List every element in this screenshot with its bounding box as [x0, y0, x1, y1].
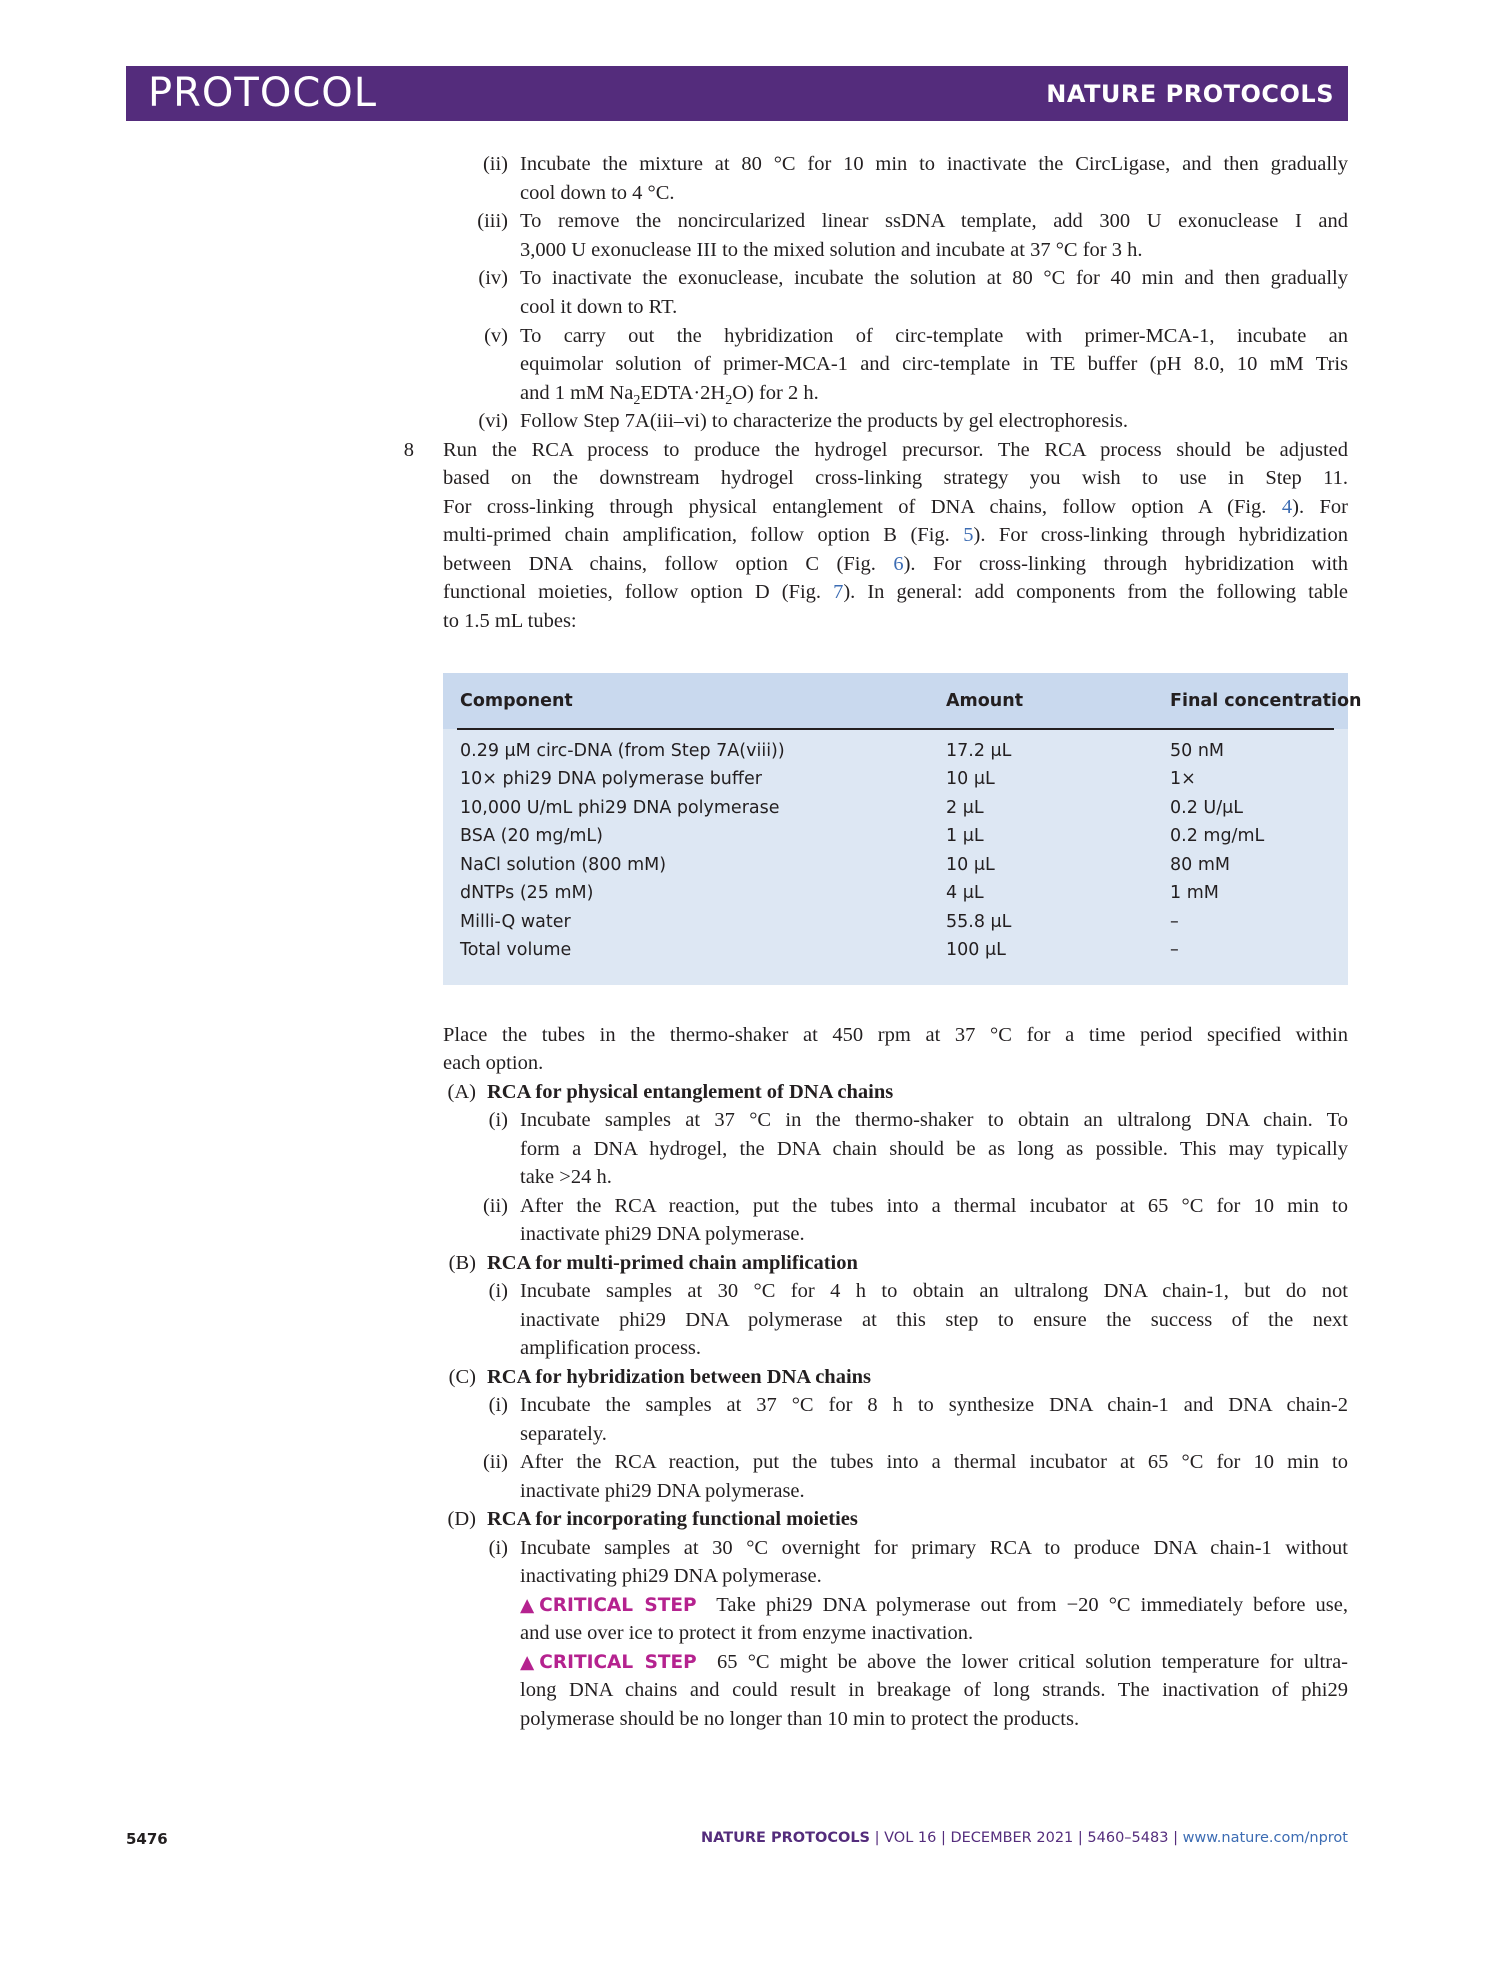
- option-label: (C): [448, 1366, 476, 1388]
- table-cell: 1 μL: [946, 826, 984, 846]
- step7-item-text: To remove the noncircularized linear ssDNA template, add 300 U exonuclease I and: [520, 210, 1348, 232]
- step7-item-text: cool down to 4 °C.: [520, 182, 675, 204]
- table-header-cell: Final concentration: [1170, 691, 1362, 711]
- step7-item-text: equimolar solution of primer-MCA-1 and circ-template in TE buffer (pH 8.0, 10 mM Tris: [520, 353, 1348, 375]
- figure-link[interactable]: 4: [1281, 496, 1293, 518]
- table-cell: 80 mM: [1170, 855, 1230, 875]
- footer-separator: |: [1173, 1830, 1178, 1846]
- step7-item-text: Incubate the mixture at 80 °C for 10 min to inactivate the CircLigase, and then gradually: [520, 153, 1348, 175]
- sub-step-text: After the RCA reaction, put the tubes into a thermal incubator at 65 °C for 10 min to: [520, 1451, 1348, 1473]
- critical-step: ▲CRITICAL STEP Take phi29 DNA polymerase out from −20 °C immediately before use,: [520, 1594, 1348, 1616]
- sub-step-text: Incubate samples at 30 °C for 4 h to obtain an ultralong DNA chain-1, but do not: [520, 1280, 1348, 1302]
- table-cell: BSA (20 mg/mL): [460, 826, 603, 846]
- table-cell: 2 μL: [946, 798, 984, 818]
- components-table: [443, 673, 1362, 985]
- step8-text: multi-primed chain amplification, follow option B (Fig. 5). For cross-linking through hybridization: [443, 524, 1348, 546]
- header-bar: [126, 66, 1348, 121]
- table-cell: 1 mM: [1170, 883, 1219, 903]
- table-cell: 50 nM: [1170, 741, 1225, 761]
- step7-item-number: (v): [484, 325, 508, 347]
- sub-step-text: inactivate phi29 DNA polymerase at this step to ensure the success of the next: [520, 1309, 1348, 1331]
- sub-step-text: form a DNA hydrogel, the DNA chain should be as long as possible. This may typically: [520, 1138, 1348, 1160]
- critical-step-label: ▲CRITICAL STEP: [520, 1595, 697, 1616]
- sub-step-text: Incubate the samples at 37 °C for 8 h to synthesize DNA chain-1 and DNA chain-2: [520, 1394, 1348, 1416]
- step7-item-text-chem: and 1 mM $Na_2EDTA\cdot 2H_2O$) for 2 h.: [520, 382, 819, 409]
- step8-text: functional moieties, follow option D (Fig. 7). In general: add components from the following table: [443, 581, 1348, 603]
- sub-step-text: separately.: [520, 1423, 607, 1445]
- step7-item-text: Follow Step 7A(iii–vi) to characterize the products by gel electrophoresis.: [520, 410, 1128, 432]
- sub-step-text: Incubate samples at 30 °C overnight for primary RCA to produce DNA chain-1 without: [520, 1537, 1348, 1559]
- step7-item-number: (iii): [477, 210, 508, 232]
- critical-step-label: ▲CRITICAL STEP: [520, 1652, 697, 1673]
- sub-step-number: (ii): [482, 1195, 508, 1217]
- option-title: RCA for multi-primed chain amplification: [487, 1252, 858, 1274]
- table-cell: 0.2 mg/mL: [1170, 826, 1265, 846]
- table-cell: 1×: [1170, 769, 1196, 789]
- option-label: (A): [447, 1081, 476, 1103]
- step8-text: between DNA chains, follow option C (Fig. 6). For cross-linking through hybridization with: [443, 553, 1349, 575]
- body-text: each option.: [443, 1052, 544, 1074]
- table-cell: Total volume: [460, 940, 572, 960]
- step7-item-text: To carry out the hybridization of circ-template with primer-MCA-1, incubate an: [520, 325, 1348, 347]
- table-cell: NaCl solution (800 mM): [460, 855, 667, 875]
- table-cell: –: [1170, 940, 1179, 960]
- footer-volume: VOL 16: [884, 1830, 937, 1846]
- table-cell: 10,000 U/mL phi29 DNA polymerase: [460, 798, 780, 818]
- body-text: Place the tubes in the thermo-shaker at 450 rpm at 37 °C for a time period specified within: [443, 1024, 1348, 1046]
- step7-item-text: 3,000 U exonuclease III to the mixed solution and incubate at 37 °C for 3 h.: [520, 239, 1143, 261]
- table-header-cell: Component: [460, 691, 573, 711]
- figure-link[interactable]: 5: [963, 524, 974, 546]
- sub-step-number: (i): [488, 1109, 508, 1131]
- table-cell: 10 μL: [946, 855, 995, 875]
- option-label: (B): [448, 1252, 476, 1274]
- step8-text: to 1.5 mL tubes:: [443, 610, 577, 632]
- footer-separator: |: [1077, 1830, 1083, 1846]
- table-cell: 17.2 μL: [946, 741, 1012, 761]
- step7-item-number: (ii): [482, 153, 508, 175]
- section-label: PROTOCOL: [148, 70, 378, 116]
- table-cell: 0.2 U/μL: [1170, 798, 1243, 818]
- footer-url-link[interactable]: www.nature.com/nprot: [1182, 1830, 1348, 1846]
- option-label: (D): [447, 1508, 476, 1530]
- step-number: 8: [403, 439, 414, 461]
- step8-text: based on the downstream hydrogel cross-linking strategy you wish to use in Step 11.: [443, 467, 1348, 489]
- step7-item-number: (vi): [478, 410, 508, 432]
- sub-step-text: inactivate phi29 DNA polymerase.: [520, 1223, 805, 1245]
- sub-step-text: Incubate samples at 37 °C in the thermo-shaker to obtain an ultralong DNA chain. To: [520, 1109, 1348, 1131]
- sub-step-number: (i): [488, 1537, 508, 1559]
- figure-link[interactable]: 7: [833, 581, 844, 603]
- critical-step-text: long DNA chains and could result in breakage of long strands. The inactivation of phi29: [520, 1679, 1348, 1701]
- sub-step-number: (i): [488, 1394, 508, 1416]
- critical-step: ▲CRITICAL STEP 65 °C might be above the lower critical solution temperature for ultra-: [520, 1651, 1349, 1673]
- table-cell: dNTPs (25 mM): [460, 883, 594, 903]
- sub-step-text: After the RCA reaction, put the tubes into a thermal incubator at 65 °C for 10 min to: [520, 1195, 1348, 1217]
- table-header-cell: Amount: [946, 691, 1024, 711]
- table-cell: 10× phi29 DNA polymerase buffer: [460, 769, 762, 789]
- sub-step-text: take >24 h.: [520, 1166, 612, 1188]
- table-cell: 0.29 μM circ-DNA (from Step 7A(viii)): [460, 741, 785, 761]
- sub-step-text: inactivating phi29 DNA polymerase.: [520, 1565, 822, 1587]
- footer-pages: 5460–5483: [1087, 1830, 1169, 1846]
- option-title: RCA for incorporating functional moieties: [487, 1508, 858, 1530]
- figure-link[interactable]: 6: [893, 553, 904, 575]
- footer-separator: |: [874, 1830, 880, 1846]
- step7-item-text: To inactivate the exonuclease, incubate the solution at 80 °C for 40 min and then gradually: [520, 267, 1348, 289]
- table-cell: –: [1170, 912, 1179, 932]
- step7-item-number: (iv): [478, 267, 508, 289]
- step8-text: For cross-linking through physical entanglement of DNA chains, follow option A (Fig. 4). For: [443, 496, 1348, 518]
- step8-text: Run the RCA process to produce the hydrogel precursor. The RCA process should be adjusted: [443, 439, 1348, 461]
- table-header-rule: [457, 728, 1334, 730]
- critical-step-text: polymerase should be no longer than 10 min to protect the products.: [520, 1708, 1080, 1730]
- table-cell: 55.8 μL: [946, 912, 1012, 932]
- footer-citation: [701, 1830, 1348, 1846]
- option-title: RCA for physical entanglement of DNA chains: [487, 1081, 894, 1103]
- footer-separator: |: [940, 1830, 946, 1846]
- step7-item-text: cool it down to RT.: [520, 296, 678, 318]
- option-title: RCA for hybridization between DNA chains: [487, 1366, 872, 1388]
- table-cell: Milli-Q water: [460, 912, 571, 932]
- critical-step-text: and use over ice to protect it from enzyme inactivation.: [520, 1622, 974, 1644]
- sub-step-text: inactivate phi29 DNA polymerase.: [520, 1480, 805, 1502]
- footer-journal: NATURE PROTOCOLS: [701, 1830, 871, 1846]
- table-cell: 10 μL: [946, 769, 995, 789]
- table-cell: 100 μL: [946, 940, 1006, 960]
- sub-step-number: (ii): [482, 1451, 508, 1473]
- table-cell: 4 μL: [946, 883, 984, 903]
- page-number: 5476: [126, 1830, 168, 1848]
- footer-date: DECEMBER 2021: [950, 1830, 1074, 1846]
- journal-name: NATURE PROTOCOLS: [1046, 80, 1334, 108]
- sub-step-number: (i): [488, 1280, 508, 1302]
- sub-step-text: amplification process.: [520, 1337, 702, 1359]
